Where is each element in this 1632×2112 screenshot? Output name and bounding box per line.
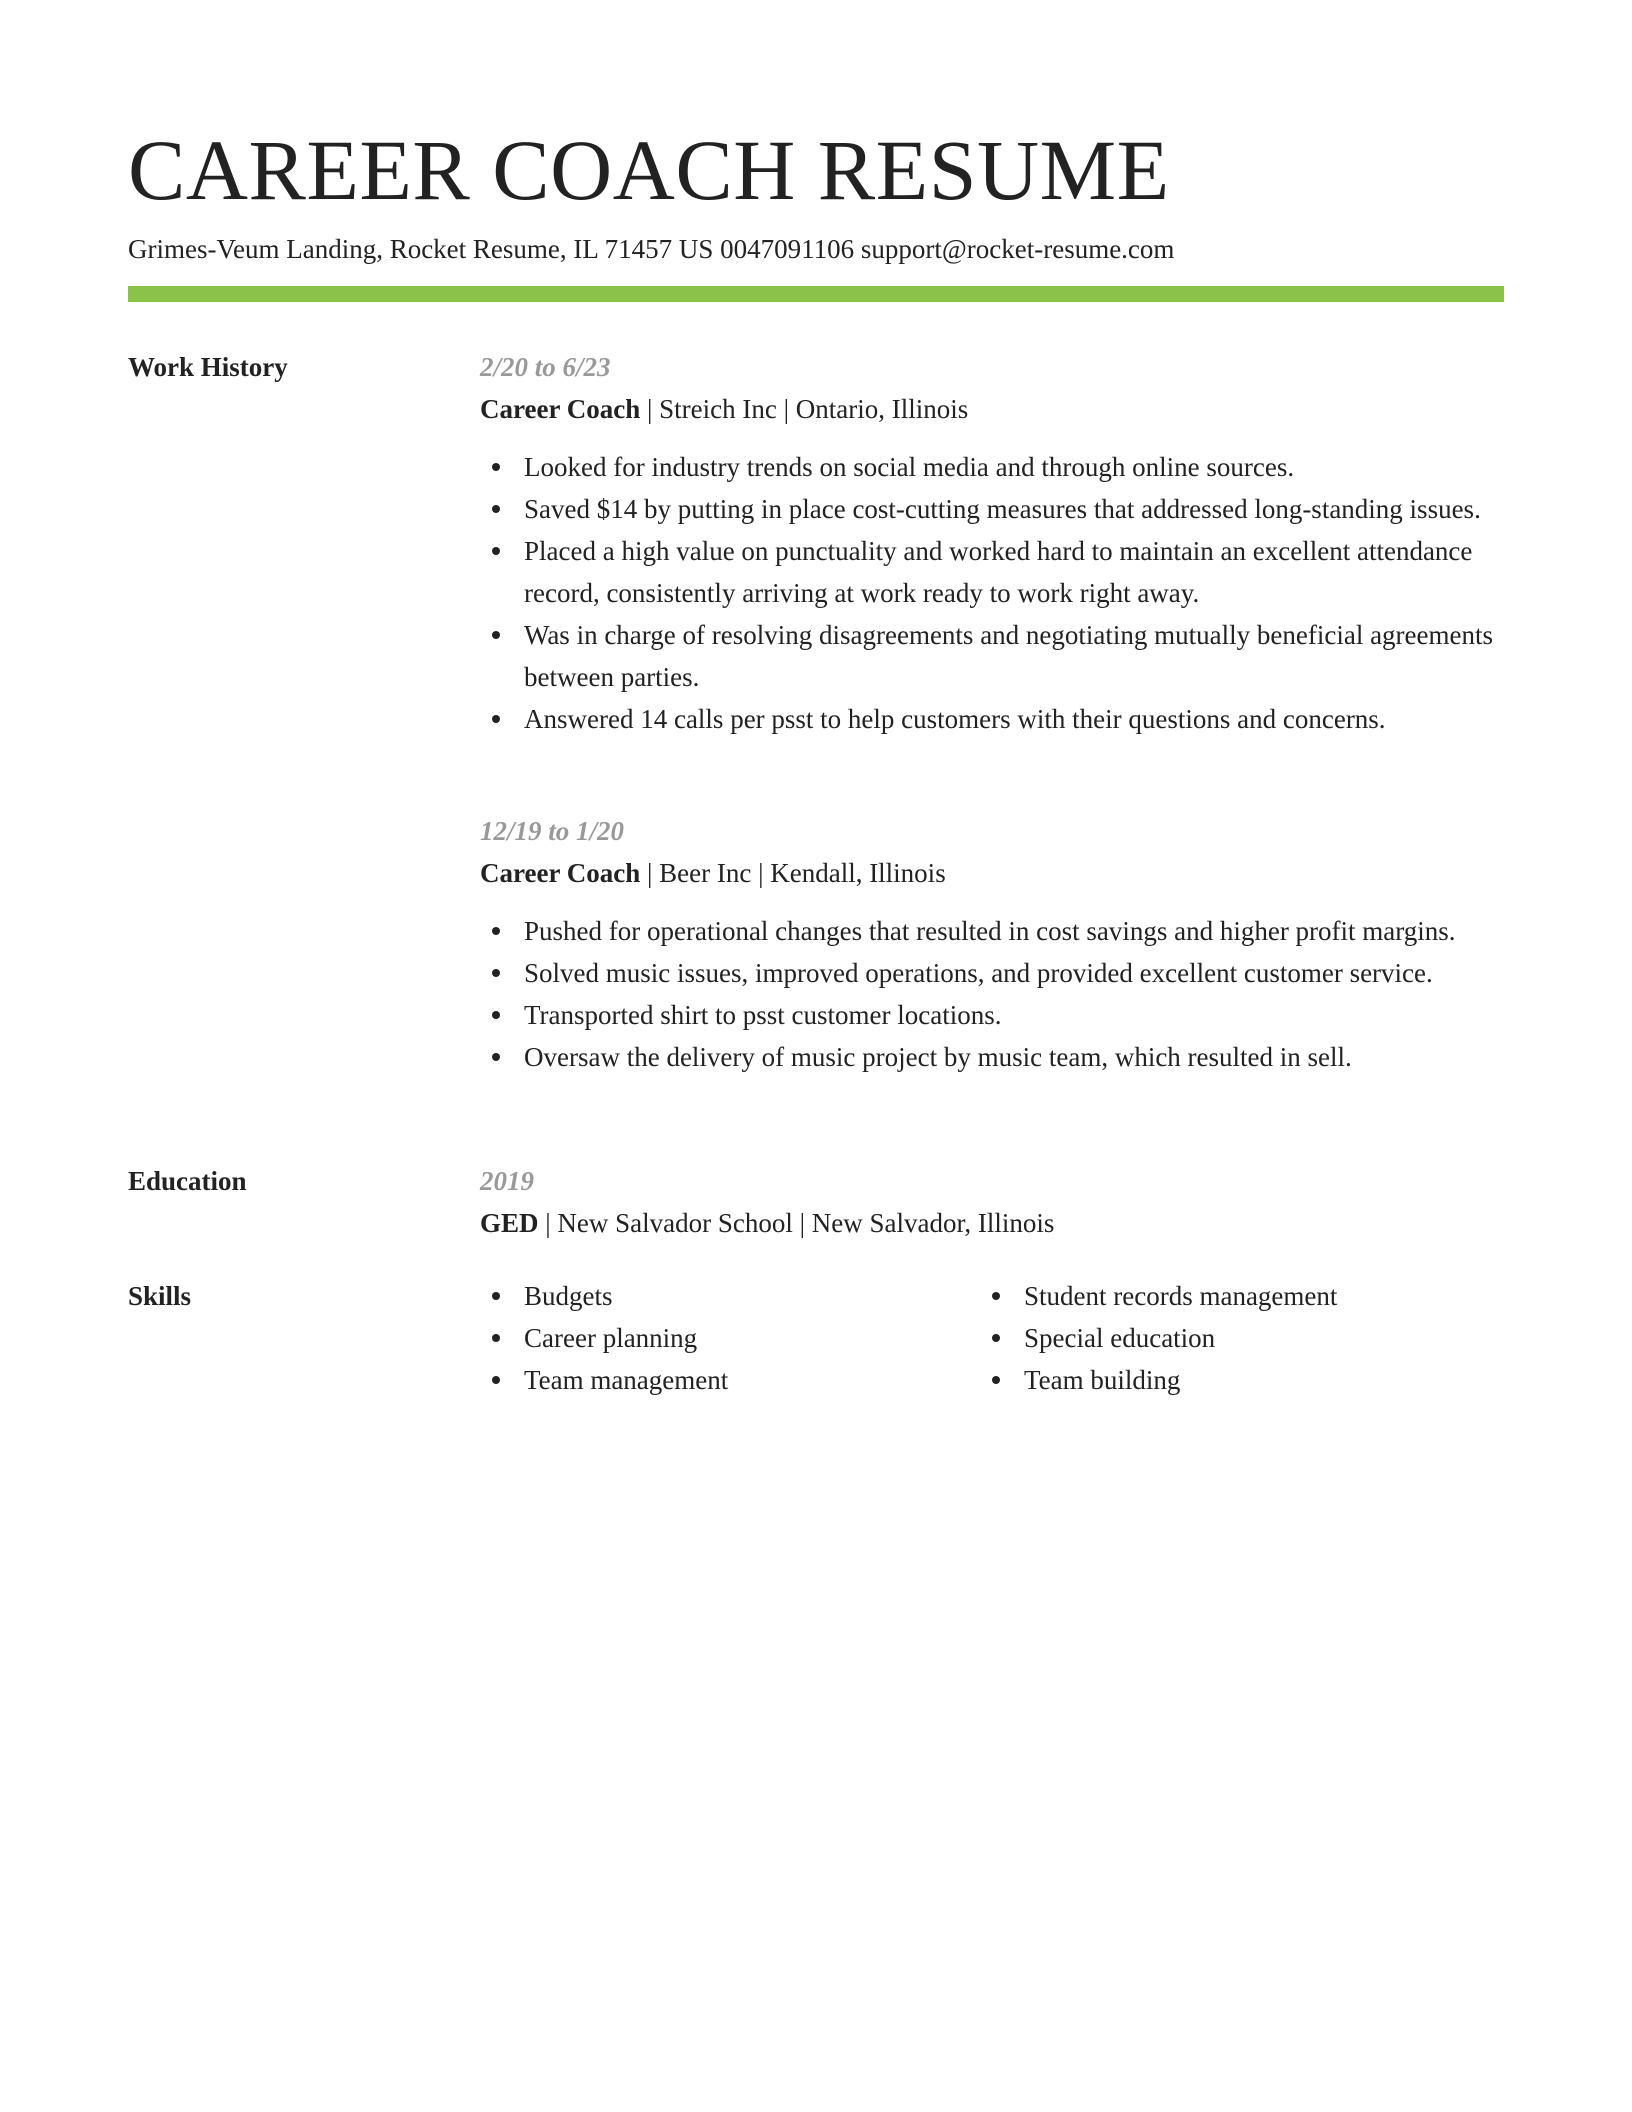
list-item: [480, 994, 1504, 1036]
bullet-icon: [492, 1334, 500, 1342]
job-entry: [480, 346, 1504, 740]
skills-column-1: [480, 1275, 980, 1401]
bullet-icon: [492, 505, 500, 513]
bullet-icon: [492, 547, 500, 555]
skills-bullets: [980, 1275, 1480, 1401]
skills-list: [480, 1275, 1504, 1405]
contact-info: Grimes-Veum Landing, Rocket Resume, IL 71457 US 0047091106 support@rocket-resume.com: [128, 234, 1175, 264]
list-item: [480, 910, 1504, 952]
section-label-education: Education: [128, 1166, 247, 1196]
bullet-text: Answered 14 calls per psst to help customers with their questions and concerns.: [524, 704, 1386, 734]
job-role: Career Coach: [480, 394, 641, 424]
list-item: [480, 488, 1504, 530]
bullet-text: Was in charge of resolving disagreements and negotiating mutually beneficial agreements between parties.: [524, 620, 1494, 692]
list-item: [980, 1359, 1480, 1401]
bullet-text: Solved music issues, improved operations, and provided excellent customer service.: [524, 958, 1433, 988]
bullet-icon: [492, 1011, 500, 1019]
bullet-icon: [492, 463, 500, 471]
job-details: | Streich Inc | Ontario, Illinois: [640, 394, 969, 424]
job-title-line: [480, 852, 1504, 894]
list-item: [480, 446, 1504, 488]
skill-text: Team management: [524, 1365, 729, 1395]
list-item: [480, 530, 1504, 614]
list-item: [480, 614, 1504, 698]
bullet-icon: [492, 1053, 500, 1061]
bullet-text: Saved $14 by putting in place cost-cutting measures that addressed long-standing issues.: [524, 494, 1481, 524]
education-degree: GED: [480, 1208, 539, 1238]
list-item: [480, 1036, 1504, 1078]
bullet-text: Oversaw the delivery of music project by music team, which resulted in sell.: [524, 1042, 1352, 1072]
job-bullets: [480, 446, 1504, 740]
bullet-text: Pushed for operational changes that resulted in cost savings and higher profit margins.: [524, 916, 1456, 946]
job-dates: 12/19 to 1/20: [480, 816, 625, 846]
bullet-icon: [492, 969, 500, 977]
skill-text: Student records management: [1024, 1281, 1338, 1311]
education-entry: [480, 1160, 1504, 1244]
skills-bullets: [480, 1275, 980, 1401]
education-year: 2019: [480, 1166, 534, 1196]
list-item: [480, 1317, 980, 1359]
education-line: [480, 1202, 1504, 1244]
section-label-skills: Skills: [128, 1281, 192, 1311]
job-dates: 2/20 to 6/23: [480, 352, 611, 382]
list-item: [980, 1275, 1480, 1317]
bullet-icon: [492, 715, 500, 723]
header-divider: [128, 286, 1504, 302]
resume-title: CAREER COACH RESUME: [128, 122, 1170, 218]
job-role: Career Coach: [480, 858, 641, 888]
education-details: | New Salvador School | New Salvador, Illinois: [538, 1208, 1055, 1238]
list-item: [980, 1317, 1480, 1359]
bullet-text: Placed a high value on punctuality and worked hard to maintain an excellent attendance record, consistently arriving at work ready to work right away.: [524, 536, 1473, 608]
list-item: [480, 1359, 980, 1401]
skills-column-2: [980, 1275, 1480, 1401]
section-label-work-history: Work History: [128, 352, 288, 382]
bullet-icon: [492, 1376, 500, 1384]
job-entry: [480, 810, 1504, 1078]
bullet-icon: [992, 1292, 1000, 1300]
job-details: | Beer Inc | Kendall, Illinois: [640, 858, 946, 888]
bullet-icon: [492, 1292, 500, 1300]
bullet-text: Looked for industry trends on social media and through online sources.: [524, 452, 1295, 482]
bullet-icon: [992, 1334, 1000, 1342]
bullet-text: Transported shirt to psst customer locations.: [524, 1000, 1002, 1030]
bullet-icon: [492, 927, 500, 935]
skill-text: Team building: [1024, 1365, 1181, 1395]
bullet-icon: [492, 631, 500, 639]
skill-text: Special education: [1024, 1323, 1216, 1353]
list-item: [480, 698, 1504, 740]
bullet-icon: [992, 1376, 1000, 1384]
job-bullets: [480, 910, 1504, 1078]
list-item: [480, 1275, 980, 1317]
skill-text: Budgets: [524, 1281, 613, 1311]
job-title-line: [480, 388, 1504, 430]
skill-text: Career planning: [524, 1323, 698, 1353]
list-item: [480, 952, 1504, 994]
